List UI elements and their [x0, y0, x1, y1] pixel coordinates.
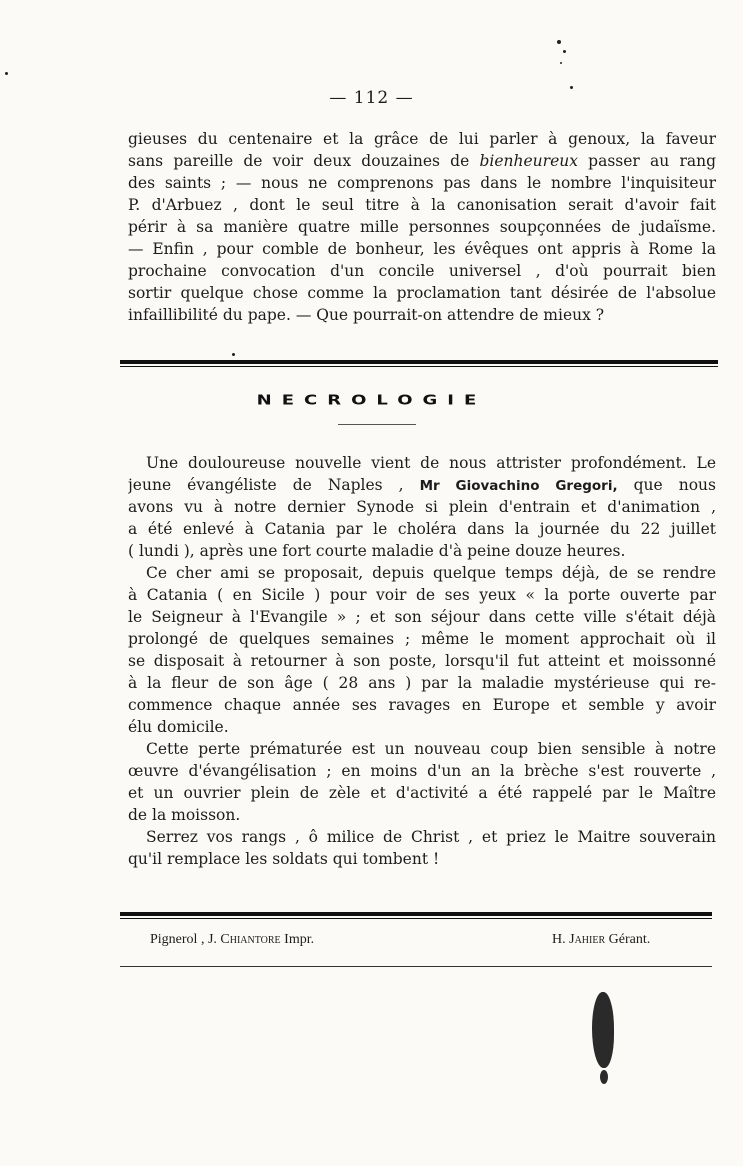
text-line: élu domicile.	[128, 718, 229, 736]
text-line: infaillibilité du pape. — Que pourrait-on attendre de mieux ?	[128, 306, 605, 324]
manager-name: Jahier	[569, 932, 606, 947]
ink-speck	[570, 86, 573, 89]
rule-thick-top	[120, 360, 718, 364]
text-line: ( lundi ), après une fort courte maladie d'à peine douze heures.	[128, 542, 626, 560]
section-title: NECROLOGIE	[256, 392, 487, 409]
text-line: Cette perte prématurée est un nouveau coup bien sensible à notre	[146, 740, 716, 758]
ink-stain	[600, 1070, 608, 1084]
text-line: avons vu à notre dernier Synode si plein d'entrain et d'animation ,	[128, 498, 716, 516]
text-line: le Seigneur à l'Evangile » ; et son séjour dans cette ville s'était déjà	[128, 608, 716, 626]
page-number: — 112 —	[329, 88, 414, 108]
text-line: commence chaque année ses ravages en Europe et semble y avoir	[128, 696, 716, 714]
ink-speck	[232, 353, 235, 356]
text-line: œuvre d'évangélisation ; en moins d'un an la brèche s'est rouverte ,	[128, 762, 716, 780]
ink-speck	[557, 40, 561, 44]
text-line: se disposait à retourner à son poste, lorsqu'il fut atteint et moissonné	[128, 652, 716, 670]
text-line: jeune évangéliste de Naples , Mr Giovachino Gregori, que nous	[128, 476, 716, 494]
rule-thin-top	[120, 366, 718, 367]
manager-prefix: H.	[552, 932, 570, 947]
ink-stain	[592, 992, 614, 1068]
rule-footer	[120, 966, 712, 967]
text-line: a été enlevé à Catania par le choléra dans la journée du 22 juillet	[128, 520, 716, 538]
text-line: sans pareille de voir deux douzaines de bienheureux passer au rang	[128, 152, 716, 170]
text-line: Serrez vos rangs , ô milice de Christ , et priez le Maitre souverain	[146, 828, 716, 846]
rule-thick-bottom	[120, 912, 712, 916]
text-line: à Catania ( en Sicile ) pour voir de ses yeux « la porte ouverte par	[128, 586, 716, 604]
footer-printer	[150, 932, 314, 948]
text-line: des saints ; — nous ne comprenons pas dans le nombre l'inquisiteur	[128, 174, 716, 192]
title-underline	[338, 424, 416, 425]
text-line: P. d'Arbuez , dont le seul titre à la canonisation serait d'avoir fait	[128, 196, 716, 214]
text-line: sortir quelque chose comme la proclamation tant désirée de l'absolue	[128, 284, 716, 302]
text-line: Ce cher ami se proposait, depuis quelque temps déjà, de se rendre	[146, 564, 716, 582]
text-line: prolongé de quelques semaines ; même le moment approchait où il	[128, 630, 716, 648]
text-line: à la fleur de son âge ( 28 ans ) par la maladie mystérieuse qui re-	[128, 674, 716, 692]
text-line: périr à sa manière quatre mille personnes soupçonnées de judaïsme.	[128, 218, 716, 236]
printer-name: Chiantore	[220, 932, 281, 947]
text-line: et un ouvrier plein de zèle et d'activité a été rappelé par le Maître	[128, 784, 716, 802]
text-line: de la moisson.	[128, 806, 241, 824]
text-line: — Enfin , pour comble de bonheur, les évêques ont appris à Rome la	[128, 240, 716, 258]
printer-prefix: Pignerol , J.	[150, 932, 221, 947]
emphasis: Mr Giovachino Gregori,	[419, 478, 618, 494]
text-line: prochaine convocation d'un concile universel , d'où pourrait bien	[128, 262, 716, 280]
rule-thin-bottom	[120, 918, 712, 919]
printer-suffix: Impr.	[280, 932, 315, 947]
emphasis: bienheureux	[479, 152, 578, 170]
text-line: Une douloureuse nouvelle vient de nous attrister profondément. Le	[146, 454, 716, 472]
text-line: gieuses du centenaire et la grâce de lui parler à genoux, la faveur	[128, 130, 716, 148]
ink-speck	[563, 50, 566, 53]
ink-speck	[5, 72, 8, 75]
ink-speck	[560, 62, 562, 64]
text-line: qu'il remplace les soldats qui tombent !	[128, 850, 440, 868]
manager-suffix: Gérant.	[605, 932, 651, 947]
footer-manager	[552, 932, 650, 948]
